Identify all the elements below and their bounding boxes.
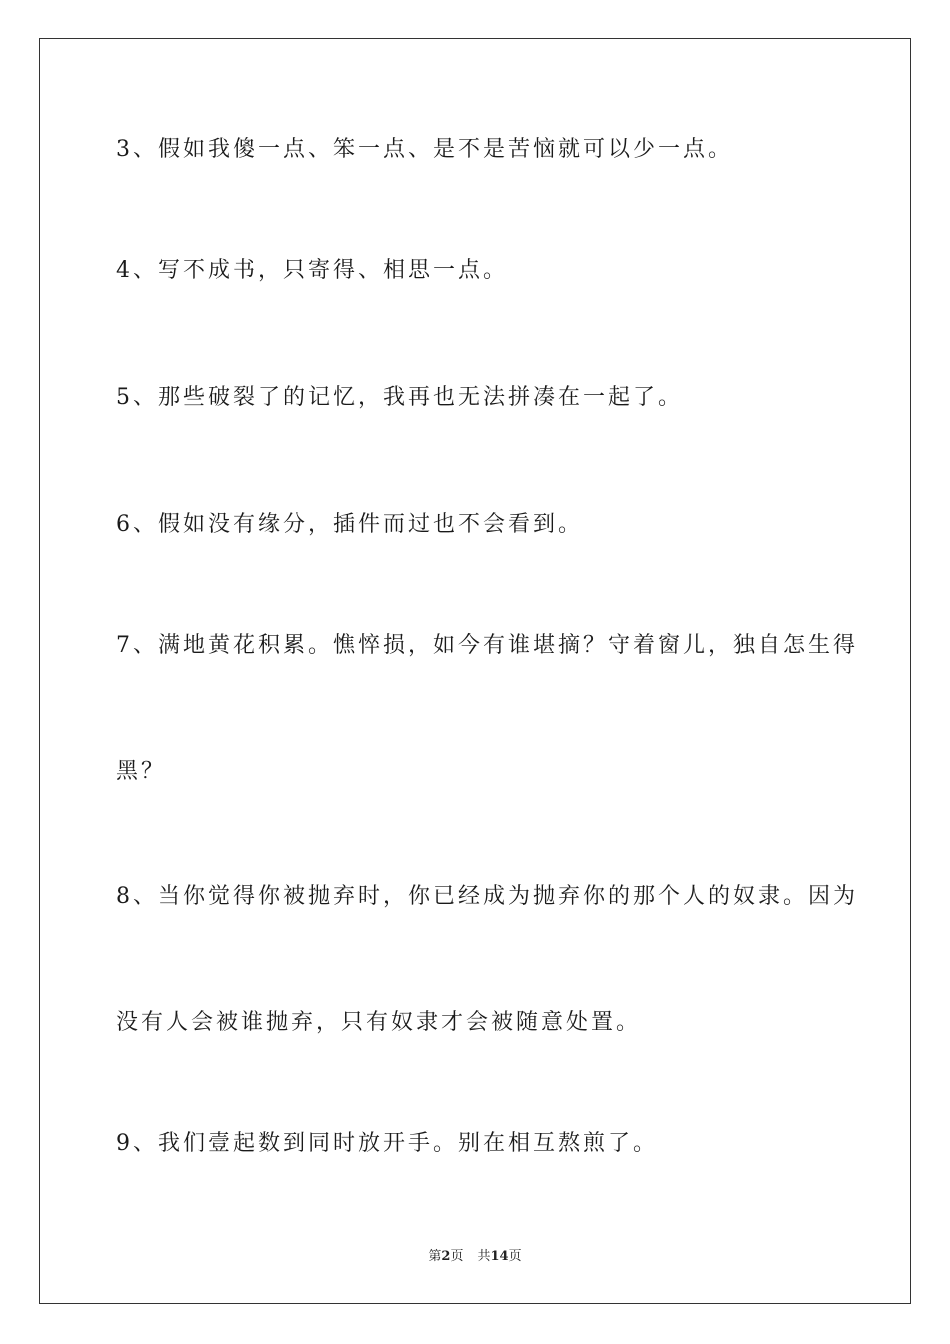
- text-line-5: 7、满地黄花积累。憔悴损，如今有谁堪摘？守着窗儿，独自怎生得: [116, 633, 858, 658]
- total-prefix: 共: [477, 1249, 491, 1264]
- total-suffix: 页: [508, 1249, 522, 1264]
- page-number: 2: [441, 1249, 451, 1264]
- page-border: [39, 38, 911, 1304]
- page-footer: [0, 1248, 950, 1266]
- text-line-9: 9、我们壹起数到同时放开手。别在相互熬煎了。: [116, 1131, 658, 1156]
- text-line-4: 6、假如没有缘分，插件而过也不会看到。: [116, 512, 583, 537]
- text-line-7: 8、当你觉得你被抛弃时，你已经成为抛弃你的那个人的奴隶。因为: [116, 884, 858, 909]
- page-prefix: 第: [428, 1249, 442, 1264]
- text-line-8: 没有人会被谁抛弃，只有奴隶才会被随意处置。: [116, 1010, 642, 1035]
- text-line-3: 5、那些破裂了的记忆，我再也无法拼凑在一起了。: [116, 385, 683, 410]
- text-line-2: 4、写不成书，只寄得、相思一点。: [116, 258, 508, 283]
- text-line-6: 黑？: [116, 759, 167, 784]
- page-suffix: 页: [450, 1249, 464, 1264]
- total-pages: 14: [490, 1249, 509, 1264]
- text-line-1: 3、假如我傻一点、笨一点、是不是苦恼就可以少一点。: [116, 137, 733, 162]
